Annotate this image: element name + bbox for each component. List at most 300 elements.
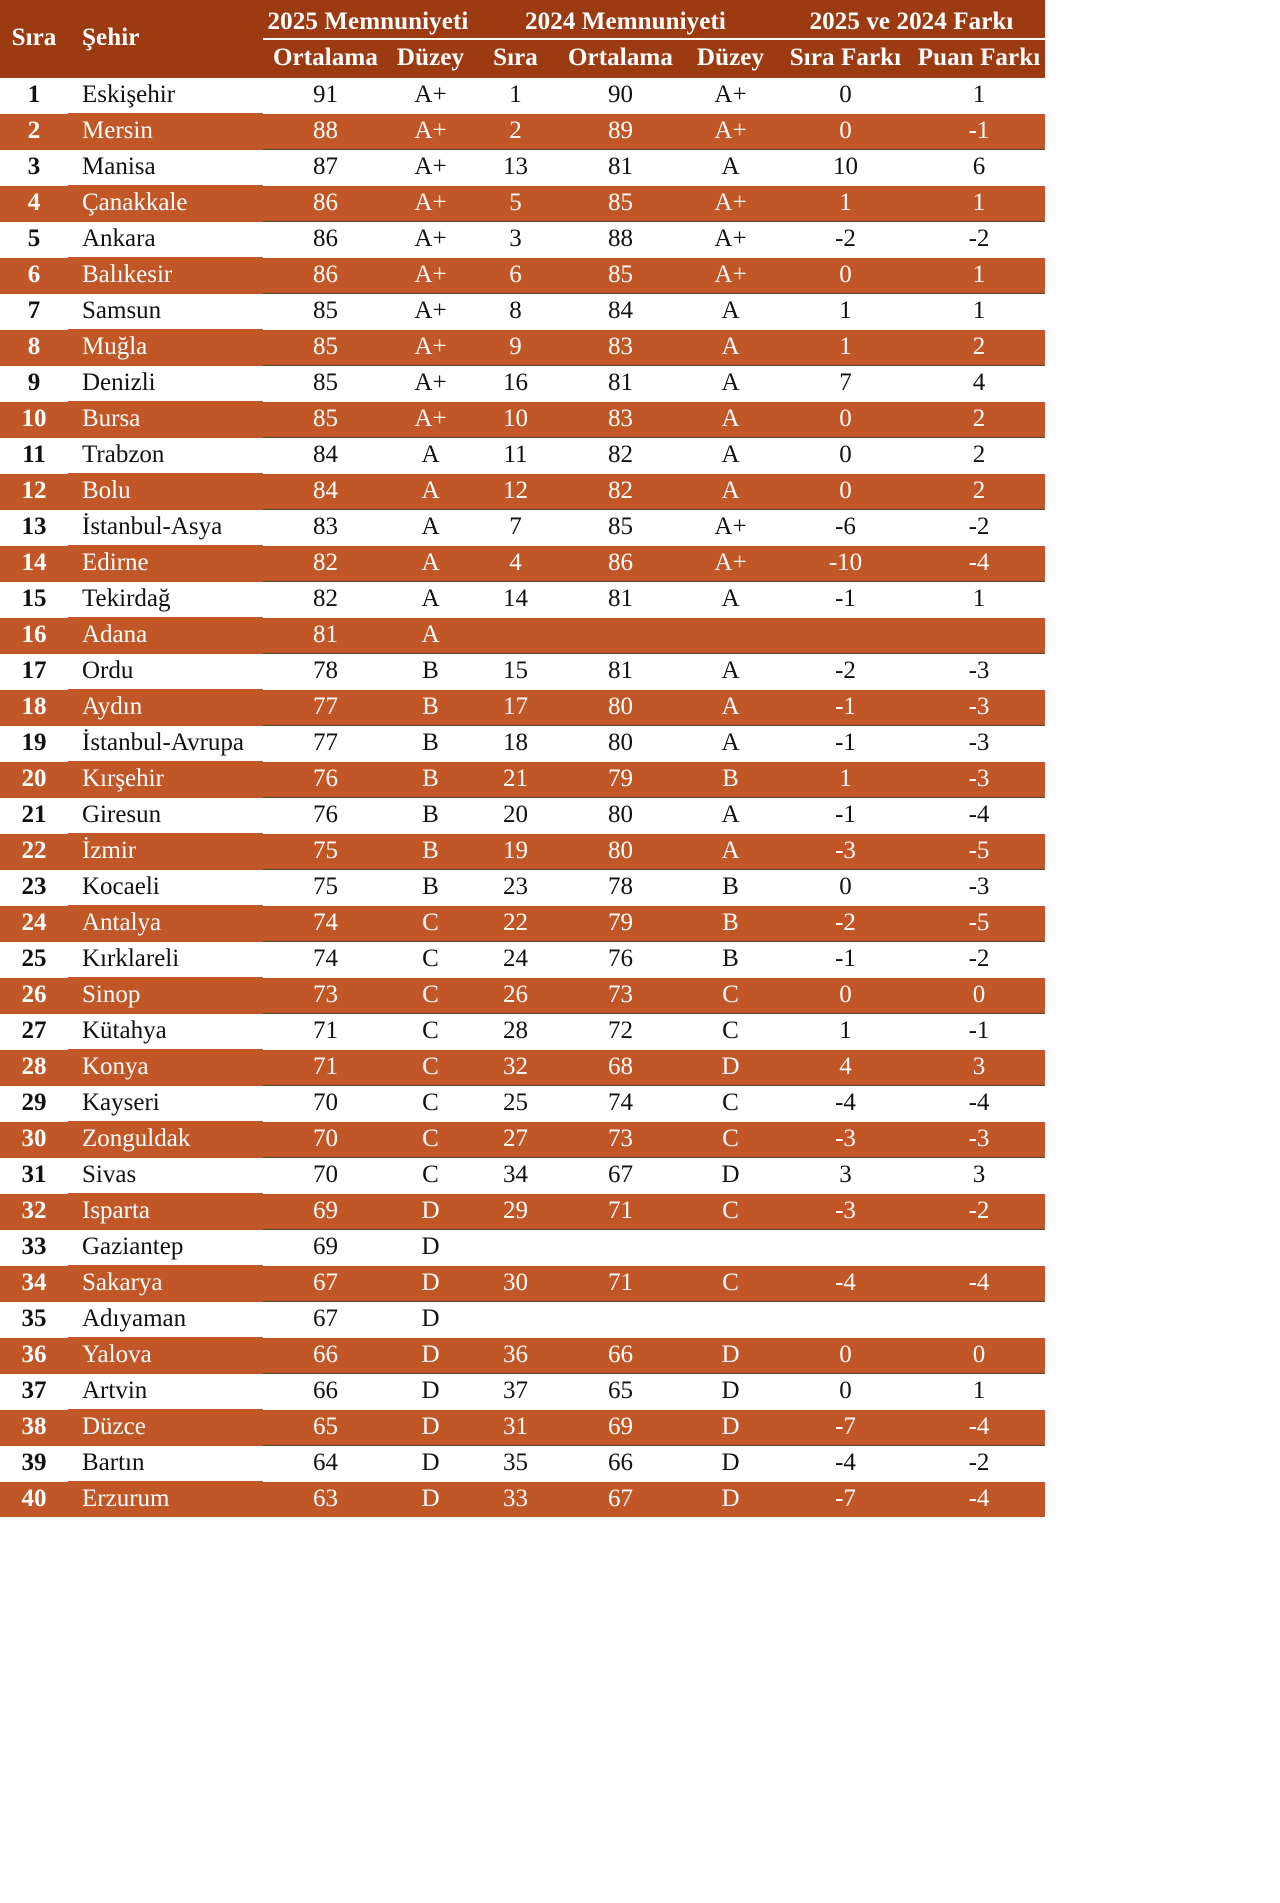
header-duzey-2024: Düzey	[683, 39, 778, 78]
cell-sira-farki	[778, 1302, 913, 1338]
cell-sira-2024: 9	[473, 330, 558, 366]
cell-ortalama-2025: 63	[263, 1482, 388, 1518]
table-row	[0, 618, 1045, 654]
cell-ortalama-2024: 80	[558, 834, 683, 870]
cell-sira-2024: 31	[473, 1410, 558, 1446]
cell-sehir: Konya	[68, 1050, 263, 1086]
cell-ortalama-2024	[558, 1302, 683, 1338]
cell-sira: 34	[0, 1266, 68, 1302]
cell-sira: 2	[0, 114, 68, 150]
cell-puan-farki: 3	[913, 1050, 1045, 1086]
cell-duzey-2025: C	[388, 1158, 473, 1194]
table-row	[0, 690, 1045, 726]
cell-duzey-2025: B	[388, 834, 473, 870]
table-row	[0, 294, 1045, 330]
cell-ortalama-2025: 86	[263, 258, 388, 294]
cell-puan-farki: -1	[913, 1014, 1045, 1050]
cell-duzey-2024: C	[683, 1266, 778, 1302]
table-row	[0, 114, 1045, 150]
cell-puan-farki: -4	[913, 546, 1045, 582]
table-row	[0, 1086, 1045, 1122]
cell-puan-farki: -3	[913, 726, 1045, 762]
cell-ortalama-2025: 78	[263, 654, 388, 690]
cell-duzey-2024: A+	[683, 78, 778, 114]
cell-ortalama-2025: 76	[263, 762, 388, 798]
cell-sehir: Ordu	[68, 654, 263, 690]
cell-duzey-2025: A+	[388, 294, 473, 330]
cell-ortalama-2025: 77	[263, 690, 388, 726]
cell-ortalama-2024: 72	[558, 1014, 683, 1050]
cell-duzey-2025: A+	[388, 330, 473, 366]
cell-ortalama-2024: 82	[558, 438, 683, 474]
cell-sira-farki: 0	[778, 978, 913, 1014]
cell-sira-farki: -1	[778, 690, 913, 726]
cell-sehir: Denizli	[68, 366, 263, 402]
cell-duzey-2025: A+	[388, 114, 473, 150]
cell-sira: 23	[0, 870, 68, 906]
cell-sira-2024: 19	[473, 834, 558, 870]
cell-sira-2024: 20	[473, 798, 558, 834]
cell-duzey-2024: D	[683, 1446, 778, 1482]
cell-duzey-2024: A+	[683, 510, 778, 546]
cell-puan-farki: 2	[913, 438, 1045, 474]
cell-duzey-2025: B	[388, 726, 473, 762]
cell-puan-farki: -4	[913, 798, 1045, 834]
cell-ortalama-2024	[558, 1230, 683, 1266]
table-row	[0, 1446, 1045, 1482]
cell-ortalama-2025: 88	[263, 114, 388, 150]
cell-duzey-2024: A+	[683, 546, 778, 582]
cell-duzey-2024: A	[683, 330, 778, 366]
cell-sira: 20	[0, 762, 68, 798]
cell-sehir: Eskişehir	[68, 78, 263, 114]
cell-puan-farki: -2	[913, 942, 1045, 978]
cell-sira: 7	[0, 294, 68, 330]
cell-ortalama-2024: 74	[558, 1086, 683, 1122]
cell-duzey-2024: A	[683, 726, 778, 762]
cell-puan-farki: -5	[913, 906, 1045, 942]
cell-ortalama-2024: 85	[558, 510, 683, 546]
cell-duzey-2025: D	[388, 1266, 473, 1302]
cell-puan-farki: -3	[913, 870, 1045, 906]
cell-sira-farki: -10	[778, 546, 913, 582]
cell-sira: 40	[0, 1482, 68, 1518]
cell-sira-farki: -1	[778, 798, 913, 834]
cell-sehir: Samsun	[68, 294, 263, 330]
cell-ortalama-2025: 77	[263, 726, 388, 762]
cell-ortalama-2024: 85	[558, 258, 683, 294]
table-row	[0, 474, 1045, 510]
table-row	[0, 186, 1045, 222]
table-row	[0, 1338, 1045, 1374]
cell-sira-farki: 0	[778, 438, 913, 474]
cell-duzey-2025: B	[388, 690, 473, 726]
cell-puan-farki: 0	[913, 978, 1045, 1014]
cell-ortalama-2024: 82	[558, 474, 683, 510]
cell-sira: 11	[0, 438, 68, 474]
cell-sehir: İzmir	[68, 834, 263, 870]
cell-ortalama-2025: 69	[263, 1230, 388, 1266]
table-row	[0, 1050, 1045, 1086]
cell-puan-farki: 4	[913, 366, 1045, 402]
cell-duzey-2025: A	[388, 546, 473, 582]
cell-sira: 12	[0, 474, 68, 510]
cell-sira-2024: 22	[473, 906, 558, 942]
cell-sira-2024: 5	[473, 186, 558, 222]
cell-ortalama-2024: 81	[558, 150, 683, 186]
cell-sira-2024	[473, 1302, 558, 1338]
cell-puan-farki: -3	[913, 762, 1045, 798]
table-row	[0, 402, 1045, 438]
cell-sira: 32	[0, 1194, 68, 1230]
table-body	[0, 78, 1045, 1517]
cell-sira: 38	[0, 1410, 68, 1446]
cell-duzey-2025: B	[388, 798, 473, 834]
cell-sehir: Edirne	[68, 546, 263, 582]
cell-puan-farki: 1	[913, 1374, 1045, 1410]
cell-duzey-2025: D	[388, 1194, 473, 1230]
cell-duzey-2025: A+	[388, 150, 473, 186]
header-group-2024: 2024 Memnuniyeti	[473, 0, 778, 39]
table-row	[0, 834, 1045, 870]
cell-sira-farki: -1	[778, 582, 913, 618]
cell-ortalama-2025: 74	[263, 906, 388, 942]
cell-duzey-2024: C	[683, 1086, 778, 1122]
header-group-row	[0, 0, 1045, 39]
cell-ortalama-2024: 67	[558, 1158, 683, 1194]
cell-sira-2024: 32	[473, 1050, 558, 1086]
cell-duzey-2024: A	[683, 402, 778, 438]
cell-sira-farki: -1	[778, 726, 913, 762]
cell-sira-2024: 33	[473, 1482, 558, 1518]
cell-sira-farki: -3	[778, 1122, 913, 1158]
cell-sehir: Düzce	[68, 1410, 263, 1446]
table-row	[0, 798, 1045, 834]
cell-duzey-2025: A	[388, 582, 473, 618]
cell-sira-2024: 35	[473, 1446, 558, 1482]
cell-sira-2024: 11	[473, 438, 558, 474]
table-row	[0, 510, 1045, 546]
cell-puan-farki: 1	[913, 258, 1045, 294]
table-header	[0, 0, 1045, 78]
cell-ortalama-2025: 69	[263, 1194, 388, 1230]
cell-sehir: Adıyaman	[68, 1302, 263, 1338]
table-row	[0, 222, 1045, 258]
cell-duzey-2024	[683, 1230, 778, 1266]
cell-ortalama-2025: 86	[263, 222, 388, 258]
cell-duzey-2025: B	[388, 870, 473, 906]
cell-duzey-2025: D	[388, 1410, 473, 1446]
cell-sira-farki: 0	[778, 1338, 913, 1374]
cell-puan-farki: 2	[913, 330, 1045, 366]
cell-sira: 10	[0, 402, 68, 438]
cell-sira: 29	[0, 1086, 68, 1122]
cell-sira-farki: 1	[778, 762, 913, 798]
cell-sira-2024: 36	[473, 1338, 558, 1374]
cell-ortalama-2024: 68	[558, 1050, 683, 1086]
cell-sira-farki: 0	[778, 1374, 913, 1410]
cell-sehir: Zonguldak	[68, 1122, 263, 1158]
cell-sira-2024: 29	[473, 1194, 558, 1230]
header-sira-farki: Sıra Farkı	[778, 39, 913, 78]
table-row	[0, 582, 1045, 618]
cell-ortalama-2024: 81	[558, 366, 683, 402]
cell-sehir: Trabzon	[68, 438, 263, 474]
cell-ortalama-2024: 66	[558, 1338, 683, 1374]
cell-ortalama-2024: 81	[558, 654, 683, 690]
cell-puan-farki: -2	[913, 510, 1045, 546]
cell-ortalama-2024: 83	[558, 330, 683, 366]
table-row	[0, 1122, 1045, 1158]
table-row	[0, 1302, 1045, 1338]
cell-ortalama-2025: 87	[263, 150, 388, 186]
cell-sehir: Kırklareli	[68, 942, 263, 978]
cell-sira-farki: -1	[778, 942, 913, 978]
cell-ortalama-2025: 75	[263, 870, 388, 906]
cell-sehir: Muğla	[68, 330, 263, 366]
table-row	[0, 330, 1045, 366]
cell-duzey-2024: C	[683, 978, 778, 1014]
table-row	[0, 942, 1045, 978]
cell-duzey-2025: D	[388, 1338, 473, 1374]
cell-ortalama-2024: 67	[558, 1482, 683, 1518]
cell-sehir: İstanbul-Asya	[68, 510, 263, 546]
cell-duzey-2025: D	[388, 1374, 473, 1410]
cell-ortalama-2025: 66	[263, 1374, 388, 1410]
cell-sira-2024: 34	[473, 1158, 558, 1194]
cell-puan-farki	[913, 1302, 1045, 1338]
cell-ortalama-2025: 82	[263, 582, 388, 618]
table-row	[0, 870, 1045, 906]
cell-ortalama-2025: 74	[263, 942, 388, 978]
table-row	[0, 150, 1045, 186]
cell-sira-farki: 1	[778, 294, 913, 330]
cell-duzey-2025: D	[388, 1482, 473, 1518]
header-sira-2024: Sıra	[473, 39, 558, 78]
cell-puan-farki: -4	[913, 1266, 1045, 1302]
cell-sira: 25	[0, 942, 68, 978]
cell-duzey-2025: C	[388, 906, 473, 942]
cell-sehir: Çanakkale	[68, 186, 263, 222]
cell-sira: 4	[0, 186, 68, 222]
cell-sehir: Manisa	[68, 150, 263, 186]
cell-duzey-2025: C	[388, 1050, 473, 1086]
cell-sira-2024: 1	[473, 78, 558, 114]
cell-sehir: Kırşehir	[68, 762, 263, 798]
cell-duzey-2025: B	[388, 762, 473, 798]
cell-duzey-2024: C	[683, 1122, 778, 1158]
cell-puan-farki: -5	[913, 834, 1045, 870]
cell-sira-farki: 3	[778, 1158, 913, 1194]
cell-sira-2024: 30	[473, 1266, 558, 1302]
cell-ortalama-2024: 79	[558, 906, 683, 942]
cell-sira-2024: 21	[473, 762, 558, 798]
cell-sira-2024: 26	[473, 978, 558, 1014]
cell-puan-farki: -3	[913, 690, 1045, 726]
cell-duzey-2024: B	[683, 942, 778, 978]
cell-sira-farki: -7	[778, 1410, 913, 1446]
cell-puan-farki: 6	[913, 150, 1045, 186]
cell-ortalama-2025: 84	[263, 474, 388, 510]
header-sira: Sıra	[0, 0, 68, 78]
cell-sehir: Bursa	[68, 402, 263, 438]
table-row	[0, 366, 1045, 402]
cell-sehir: Yalova	[68, 1338, 263, 1374]
cell-ortalama-2024: 65	[558, 1374, 683, 1410]
cell-sira-farki: 0	[778, 474, 913, 510]
cell-ortalama-2024: 86	[558, 546, 683, 582]
cell-duzey-2025: D	[388, 1302, 473, 1338]
cell-sira-2024: 18	[473, 726, 558, 762]
cell-sira-farki: 0	[778, 78, 913, 114]
cell-sira-2024: 17	[473, 690, 558, 726]
cell-duzey-2025: A+	[388, 222, 473, 258]
cell-duzey-2024	[683, 618, 778, 654]
cell-puan-farki: -3	[913, 654, 1045, 690]
cell-duzey-2025: A	[388, 510, 473, 546]
cell-ortalama-2024	[558, 618, 683, 654]
cell-sira-2024: 4	[473, 546, 558, 582]
cell-sira-farki: -4	[778, 1086, 913, 1122]
cell-ortalama-2025: 91	[263, 78, 388, 114]
cell-duzey-2024: B	[683, 762, 778, 798]
cell-duzey-2025: A	[388, 438, 473, 474]
table-row	[0, 258, 1045, 294]
cell-puan-farki: -4	[913, 1482, 1045, 1518]
cell-sira: 27	[0, 1014, 68, 1050]
cell-sehir: Mersin	[68, 114, 263, 150]
cell-sira: 13	[0, 510, 68, 546]
cell-sira-farki: -4	[778, 1446, 913, 1482]
cell-sehir: Sakarya	[68, 1266, 263, 1302]
cell-duzey-2025: C	[388, 1014, 473, 1050]
cell-sira-2024: 10	[473, 402, 558, 438]
cell-sehir: Isparta	[68, 1194, 263, 1230]
cell-sira: 18	[0, 690, 68, 726]
cell-duzey-2025: D	[388, 1230, 473, 1266]
cell-duzey-2024: C	[683, 1014, 778, 1050]
cell-ortalama-2024: 80	[558, 726, 683, 762]
cell-duzey-2025: C	[388, 1086, 473, 1122]
table-row	[0, 654, 1045, 690]
cell-sehir: Sivas	[68, 1158, 263, 1194]
cell-ortalama-2025: 66	[263, 1338, 388, 1374]
cell-puan-farki: 1	[913, 294, 1045, 330]
cell-ortalama-2024: 71	[558, 1266, 683, 1302]
cell-sira-2024	[473, 618, 558, 654]
cell-ortalama-2024: 85	[558, 186, 683, 222]
cell-sira-2024: 6	[473, 258, 558, 294]
table-row	[0, 1194, 1045, 1230]
table-row	[0, 1230, 1045, 1266]
cell-duzey-2025: C	[388, 942, 473, 978]
cell-ortalama-2024: 69	[558, 1410, 683, 1446]
cell-sira-farki: -4	[778, 1266, 913, 1302]
header-ortalama-2024: Ortalama	[558, 39, 683, 78]
cell-sira-farki: -3	[778, 1194, 913, 1230]
table-row	[0, 978, 1045, 1014]
header-puan-farki: Puan Farkı	[913, 39, 1045, 78]
cell-duzey-2025: D	[388, 1446, 473, 1482]
cell-sira: 37	[0, 1374, 68, 1410]
cell-sira: 14	[0, 546, 68, 582]
cell-duzey-2024: A+	[683, 186, 778, 222]
cell-sira-farki: 0	[778, 114, 913, 150]
table-row	[0, 1482, 1045, 1518]
cell-ortalama-2024: 73	[558, 978, 683, 1014]
cell-sehir: Erzurum	[68, 1482, 263, 1518]
cell-puan-farki: -1	[913, 114, 1045, 150]
cell-ortalama-2025: 75	[263, 834, 388, 870]
cell-sira-farki: -3	[778, 834, 913, 870]
cell-sira: 31	[0, 1158, 68, 1194]
cell-duzey-2024: D	[683, 1410, 778, 1446]
cell-duzey-2024: D	[683, 1374, 778, 1410]
cell-ortalama-2025: 71	[263, 1050, 388, 1086]
table-row	[0, 546, 1045, 582]
cell-sira-farki: 4	[778, 1050, 913, 1086]
cell-ortalama-2025: 73	[263, 978, 388, 1014]
cell-duzey-2024: D	[683, 1050, 778, 1086]
cell-sira-2024: 27	[473, 1122, 558, 1158]
cell-sehir: Aydın	[68, 690, 263, 726]
cell-ortalama-2025: 65	[263, 1410, 388, 1446]
cell-sira: 8	[0, 330, 68, 366]
cell-ortalama-2025: 76	[263, 798, 388, 834]
cell-sira-2024: 12	[473, 474, 558, 510]
cell-duzey-2025: A+	[388, 258, 473, 294]
cell-duzey-2024: A+	[683, 258, 778, 294]
table-row	[0, 762, 1045, 798]
cell-sira: 21	[0, 798, 68, 834]
cell-sehir: Ankara	[68, 222, 263, 258]
cell-sira: 6	[0, 258, 68, 294]
cell-duzey-2024: D	[683, 1338, 778, 1374]
cell-sira-2024: 14	[473, 582, 558, 618]
cell-sehir: Kayseri	[68, 1086, 263, 1122]
cell-sira-2024: 7	[473, 510, 558, 546]
cell-sira: 17	[0, 654, 68, 690]
cell-sira: 26	[0, 978, 68, 1014]
cell-sira-farki: 0	[778, 870, 913, 906]
cell-sira: 19	[0, 726, 68, 762]
cell-sehir: Kocaeli	[68, 870, 263, 906]
cell-sira-farki: 7	[778, 366, 913, 402]
cell-sira-farki: 1	[778, 186, 913, 222]
cell-ortalama-2024: 66	[558, 1446, 683, 1482]
cell-ortalama-2025: 67	[263, 1302, 388, 1338]
cell-sira-2024: 3	[473, 222, 558, 258]
cell-sira: 16	[0, 618, 68, 654]
header-group-2025: 2025 Memnuniyeti	[263, 0, 473, 39]
cell-sira: 1	[0, 78, 68, 114]
cell-puan-farki: 1	[913, 186, 1045, 222]
cell-ortalama-2025: 85	[263, 402, 388, 438]
cell-duzey-2025: C	[388, 978, 473, 1014]
cell-ortalama-2024: 79	[558, 762, 683, 798]
cell-duzey-2024: A	[683, 366, 778, 402]
cell-ortalama-2024: 71	[558, 1194, 683, 1230]
cell-sehir: Giresun	[68, 798, 263, 834]
cell-sira-farki: -2	[778, 222, 913, 258]
cell-sira: 30	[0, 1122, 68, 1158]
cell-sira-2024: 37	[473, 1374, 558, 1410]
cell-sehir: Kütahya	[68, 1014, 263, 1050]
cell-ortalama-2025: 82	[263, 546, 388, 582]
cell-sira: 9	[0, 366, 68, 402]
cell-duzey-2025: A+	[388, 402, 473, 438]
cell-sira-2024	[473, 1230, 558, 1266]
